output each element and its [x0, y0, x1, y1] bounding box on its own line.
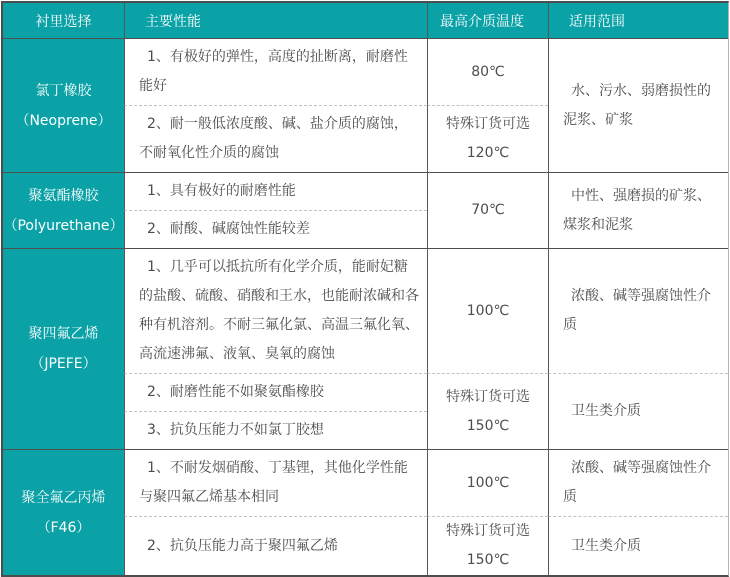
temperature-cell — [427, 248, 548, 373]
table-row — [3, 449, 728, 516]
temperature-value: 100℃ — [466, 302, 510, 319]
material-name: 氯丁橡胶 — [35, 82, 92, 99]
material-name: 聚全氟乙丙烯 — [21, 489, 106, 506]
range-cell: 卫生类介质 — [548, 373, 728, 449]
material-name: 聚四氟乙烯 — [28, 326, 99, 342]
performance-cell: 1、有极好的弹性，高度的扯断离，耐磨性能好 — [124, 38, 427, 105]
performance-cell: 1、不耐发烟硝酸、丁基锂，其他化学性能与聚四氟乙烯基本相同 — [124, 449, 427, 516]
material-code: （JPEFE） — [30, 356, 97, 372]
range-cell: 水、污水、弱磨损性的泥浆、矿浆 — [548, 38, 728, 172]
temperature-note: 特殊订货可选 — [446, 523, 530, 539]
table-header-row — [3, 3, 728, 38]
material-code: （Polyurethane） — [3, 217, 124, 234]
range-cell: 浓酸、碱等强腐蚀性介质 — [548, 449, 728, 516]
temperature-cell — [427, 172, 548, 248]
temperature-cell — [427, 516, 548, 575]
temperature-value: 120℃ — [466, 145, 510, 161]
material-cell-jpefe — [3, 248, 124, 449]
material-code: （F46） — [36, 519, 91, 536]
col-header-performance: 主要性能 — [124, 3, 427, 38]
material-cell-neoprene — [3, 38, 124, 172]
temperature-note: 特殊订货可选 — [446, 388, 530, 405]
performance-cell: 2、耐酸、碱腐蚀性能较差 — [124, 210, 427, 248]
table-row — [3, 172, 728, 210]
temperature-value: 150℃ — [466, 552, 510, 568]
lining-selection-table — [1, 1, 729, 577]
temperature-cell — [427, 38, 548, 105]
performance-cell: 2、耐磨性能不如聚氨酯橡胶 — [124, 373, 427, 411]
temperature-note: 特殊订货可选 — [446, 116, 530, 132]
range-cell: 中性、强磨损的矿浆、煤浆和泥浆 — [548, 172, 728, 248]
performance-cell: 1、具有极好的耐磨性能 — [124, 172, 427, 210]
performance-cell: 3、抗负压能力不如氯丁胶想 — [124, 411, 427, 449]
temperature-value: 100℃ — [466, 474, 510, 491]
temperature-value: 70℃ — [471, 202, 505, 218]
material-cell-polyurethane — [3, 172, 124, 248]
temperature-cell — [427, 105, 548, 172]
table-row — [3, 248, 728, 373]
range-cell: 浓酸、碱等强腐蚀性介质 — [548, 248, 728, 373]
performance-cell: 2、抗负压能力高于聚四氟乙烯 — [124, 516, 427, 575]
col-header-lining: 衬里选择 — [3, 3, 124, 38]
col-header-max-temp: 最高介质温度 — [427, 3, 548, 38]
temperature-cell — [427, 373, 548, 449]
lining-table — [1, 1, 729, 577]
col-header-scope: 适用范围 — [548, 3, 728, 38]
material-cell-f46 — [3, 449, 124, 575]
range-cell: 卫生类介质 — [548, 516, 728, 575]
table-row — [3, 38, 728, 105]
material-name: 聚氨酯橡胶 — [28, 187, 99, 204]
temperature-cell — [427, 449, 548, 516]
performance-cell: 1、几乎可以抵抗所有化学介质，能耐妃糖的盐酸、硫酸、硝酸和王水，也能耐浓碱和各种有机溶剂。不耐三氟化氯、高温三氟化氧、高流速沸氟、液氧、臭氧的腐蚀 — [124, 248, 427, 373]
temperature-value: 80℃ — [471, 63, 505, 80]
performance-cell: 2、耐一般低浓度酸、碱、盐介质的腐蚀，不耐氧化性介质的腐蚀 — [124, 105, 427, 172]
temperature-value: 150℃ — [466, 417, 510, 434]
material-code: （Neoprene） — [15, 112, 112, 129]
